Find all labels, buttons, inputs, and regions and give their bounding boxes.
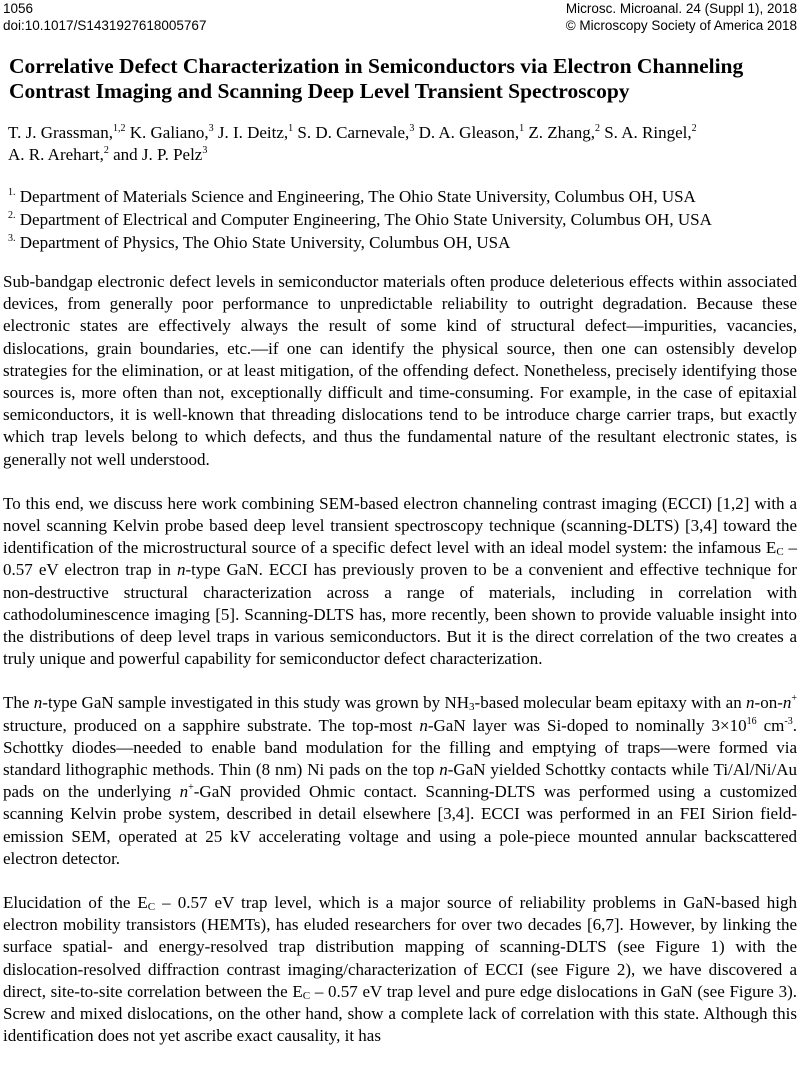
paragraph-4: Elucidation of the $E_C - 0.57$ eV trap level, which is a major source of reliability problems in GaN-based high electron mobility transistors (HEMTs), has eluded researchers for over two decades [6,7]. However, by linking the surface spatial- and energy-resolved trap distribution mapping of scanning-DLTS (see Figure 1) with the dislocation-resolved diffraction contrast imaging/characterization of ECCI (see Figure 2), we have discovered a direct, site-to-site correlation between the $E_C - 0.57$ eV trap level and pure edge dislocations in GaN (see Figure 3). Screw and mixed dislocations, on the other hand, show a complete lack of correlation with this state. Although this identification does not yet ascribe exact causality, it has <box>3 893 797 1046</box>
author: D. A. Gleason,$^1$ <box>418 123 525 142</box>
author: J. I. Deitz,$^1$ <box>217 123 294 142</box>
paper-body <box>3 54 797 1048</box>
paragraph-2: To this end, we discuss here work combining SEM-based electron channeling contrast imaging (ECCI) [1,2] with a novel scanning Kelvin probe based deep level transient spectroscopy technique (scanning-DLTS) [3,4] toward the identification of the microstructural source of a specific defect level with an ideal model system: the infamous $E_C - 0.57$ eV electron trap in n-type GaN. ECCI has previously proven to be a convenient and effective technique for non-destructive structural characterization across a range of materials, including in correlation with cathodoluminescence imaging [5]. Scanning-DLTS has, more recently, been shown to provide valuable insight into the distributions of deep level traps in various semiconductors. But it is the direct correlation of the two creates a truly unique and powerful capability for semiconductor defect characterization. <box>3 493 798 669</box>
author: and J. P. Pelz$^3$ <box>113 145 208 164</box>
header-right <box>566 0 797 34</box>
title-line-2: Contrast Imaging and Scanning Deep Level Transient Spectroscopy <box>9 79 630 103</box>
author: S. D. Carnevale,$^3$ <box>297 123 415 142</box>
author: T. J. Grassman,$^{1,2}$ <box>8 123 126 142</box>
author-list <box>8 122 797 166</box>
author: S. A. Ringel,$^2$ <box>604 123 697 142</box>
copyright-notice: © Microscopy Society of America 2018 <box>565 18 797 33</box>
affiliation: $^{3.}$ Department of Physics, The Ohio State University, Columbus OH, USA <box>8 233 511 252</box>
paper-title <box>9 54 797 104</box>
page-number: 1056 <box>3 1 34 16</box>
author: K. Galiano,$^3$ <box>129 123 214 142</box>
author: Z. Zhang,$^2$ <box>528 123 600 142</box>
doi: doi:10.1017/S1431927618005767 <box>3 18 207 33</box>
header-left <box>3 0 206 34</box>
running-header <box>0 0 800 40</box>
affiliation-list <box>8 185 797 254</box>
affiliation: $^{2.}$ Department of Electrical and Computer Engineering, The Ohio State University, Columbus OH, USA <box>8 210 712 229</box>
paragraph-1: Sub-bandgap electronic defect levels in semiconductor materials often produce deleterious effects within associated devices, from generally poor performance to unpredictable reliability to outright degradation. Because these electronic states are effectively always the result of some kind of structural defect—impurities, vacancies, dislocations, grain boundaries, etc.—if one can identify the physical source, then one can ostensibly develop strategies for the elimination, or at least mitigation, of the offending defect. Nonetheless, precisely identifying those sources is, more often than not, exceptionally difficult and time-consuming. For example, in the case of epitaxial semiconductors, it is well-known that threading dislocations tend to be introduce charge carrier traps, but exactly which trap levels belong to which defects, and thus the fundamental nature of the resultant electronic states, is generally not well understood. <box>3 272 797 469</box>
journal-citation: Microsc. Microanal. 24 (Suppl 1), 2018 <box>565 1 797 16</box>
paragraph-3: The n-type GaN sample investigated in this study was grown by $NH_3$-based molecular beam epitaxy with an n-on-n+ structure, produced on a sapphire substrate. The top-most n-GaN layer was Si-doped to nominally $3\times 10^{16}$ $cm^{-3}$. Schottky diodes—needed to enable band modulation for the filling and emptying of traps—were formed via standard lithographic methods. Thin (8 nm) Ni pads on the top n-GaN yielded Schottky contacts while Ti/Al/Ni/Au pads on the underlying n+-GaN provided Ohmic contact. Scanning-DLTS was performed using a customized scanning Kelvin probe system, described in detail elsewhere [3,4]. ECCI was performed in an FEI Sirion field-emission SEM, operated at 25 kV accelerating voltage and using a pole-piece mounted annular backscattered electron detector. <box>3 693 797 868</box>
title-line-1: Correlative Defect Characterization in Semiconductors via Electron Channeling <box>9 54 744 78</box>
author: A. R. Arehart,$^2$ <box>8 145 109 164</box>
affiliation: $^{1.}$ Department of Materials Science and Engineering, The Ohio State University, Columbus OH, USA <box>8 187 696 206</box>
